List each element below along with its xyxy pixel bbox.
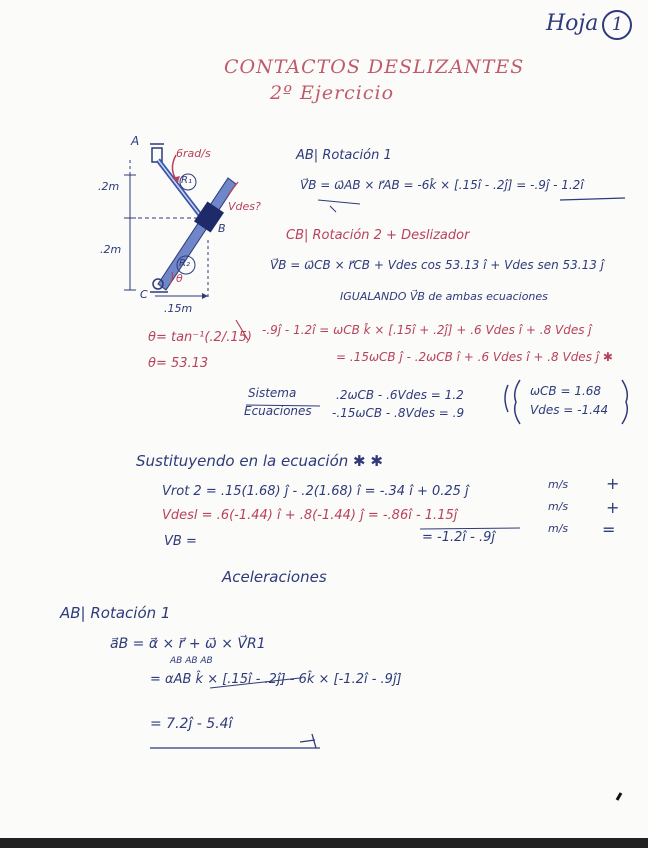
vrot-eq: Vrot 2 = .15(1.68) ĵ - .2(1.68) î = -.34 î + 0.25 ĵ xyxy=(162,484,469,499)
system-eq-2: -.15ωCB - .8Vdes = .9 xyxy=(332,406,465,420)
accel-subscripts: AB AB AB xyxy=(170,656,213,666)
system-eq-1: .2ωCB - .6Vdes = 1.2 xyxy=(336,388,464,402)
dim-top-label: .2m xyxy=(98,180,120,193)
point-c-label: C xyxy=(140,288,148,301)
accel-eq-3: = 7.2ĵ - 5.4î xyxy=(150,716,233,732)
page-title: CONTACTOS DESLIZANTES xyxy=(224,56,525,78)
accel-heading: Aceleraciones xyxy=(222,568,327,586)
page-subtitle: 2º Ejercicio xyxy=(270,82,395,104)
scan-edge xyxy=(0,838,648,848)
system-label-2: Ecuaciones xyxy=(244,404,312,418)
vdesl-eq: Vdesl = .6(-1.44) î + .8(-1.44) ĵ = -.86î - 1.15ĵ xyxy=(162,508,458,523)
angle-label: θ xyxy=(176,272,183,285)
vb-result: = -1.2î - .9ĵ xyxy=(422,530,495,545)
equated-eq: -.9ĵ - 1.2î = ωCB k̂ × [.15î + .2ĵ] + .6 Vdes î + .8 Vdes ĵ xyxy=(262,323,592,337)
ab-velocity-eq: V⃗B = ω⃗AB × r⃗AB = -6k̂ × [.15î - .2ĵ] = -.9ĵ - 1.2î xyxy=(300,178,584,192)
op-plus-1: + xyxy=(606,474,620,493)
point-a-label: A xyxy=(131,134,140,148)
ab-heading: AB| Rotación 1 xyxy=(296,148,392,163)
accel-ab-heading: AB| Rotación 1 xyxy=(60,604,171,622)
dim-bottom-label: .15m xyxy=(164,302,193,315)
accel-eq-2: = αAB k̂ × [.15î - .2ĵ] - 6k̂ × [-1.2î - .9ĵ] xyxy=(150,672,402,687)
vdes-label: Vdes? xyxy=(228,200,261,213)
angle-value: θ= 53.13 xyxy=(148,356,209,371)
op-equals: = xyxy=(602,520,616,539)
unit-3: m/s xyxy=(548,522,569,535)
substitution-heading: Sustituyendo en la ecuación ✱ ✱ xyxy=(136,452,383,470)
dim-mid-label: .2m xyxy=(100,243,122,256)
system-label-1: Sistema xyxy=(248,386,297,400)
vb-label: VB = xyxy=(164,534,197,549)
angle-formula: θ= tan⁻¹(.2/.15) xyxy=(148,330,252,345)
equate-note: IGUALANDO V⃗B de ambas ecuaciones xyxy=(340,290,548,303)
point-b-label: B xyxy=(218,222,226,235)
r1-label: R₁ xyxy=(181,175,192,186)
unit-1: m/s xyxy=(548,478,569,491)
solution-vdes: Vdes = -1.44 xyxy=(530,403,609,417)
r2-label: R₂ xyxy=(179,258,190,269)
op-plus-2: + xyxy=(606,498,620,517)
cb-heading: CB| Rotación 2 + Deslizador xyxy=(286,228,470,243)
expanded-eq: = .15ωCB ĵ - .2ωCB î + .6 Vdes î + .8 Vdes ĵ ✱ xyxy=(336,350,613,364)
accel-eq-1: a⃗B = α⃗ × r⃗ + ω⃗ × V⃗R1 xyxy=(110,636,266,652)
unit-2: m/s xyxy=(548,500,569,513)
solution-omega: ωCB = 1.68 xyxy=(530,384,602,398)
cb-velocity-eq: V⃗B = ω⃗CB × r⃗CB + Vdes cos 53.13 î + Vdes sen 53.13 ĵ xyxy=(270,258,604,272)
sheet-number: 1 xyxy=(602,10,632,40)
omega-label: 6rad/s xyxy=(176,147,211,160)
sheet-label-text: Hoja xyxy=(546,11,599,36)
